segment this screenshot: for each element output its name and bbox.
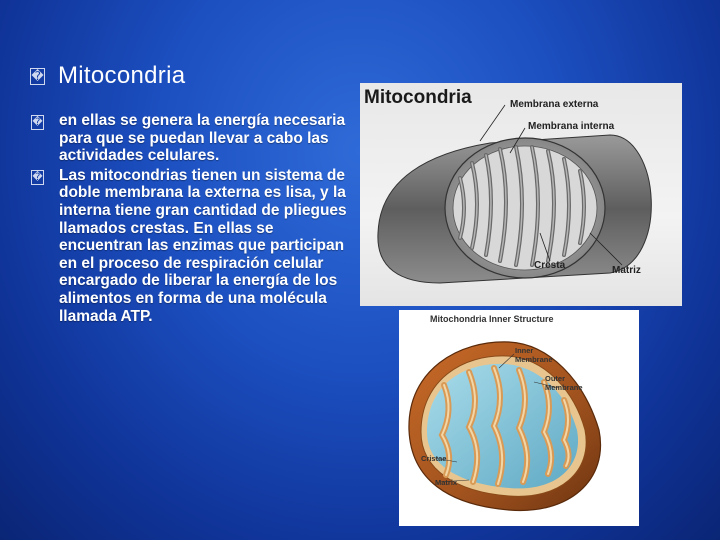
label-inner-membrane: Inner Membrane xyxy=(515,346,553,364)
title-bullet-icon: � xyxy=(31,68,44,83)
label-outer-membrane: Outer Membrane xyxy=(545,374,583,392)
mitochondria-grey-figure xyxy=(360,83,682,306)
bullet-list xyxy=(31,112,351,327)
bullet-icon: � xyxy=(32,171,43,183)
label-cristae: Cristae xyxy=(421,454,447,463)
mitochondria-color-figure xyxy=(399,310,639,526)
label-membrana-externa: Membrana externa xyxy=(510,99,599,110)
slide-title: Mitocondria xyxy=(58,62,186,89)
bullet-item xyxy=(31,167,351,325)
bullet-text: Las mitocondrias tienen un sistema de doble membrana la externa es lisa, y la interna tiene gran cantidad de pliegues llamados crestas. En ellas se encuentran las enzimas que participan en el proceso de respiración celular encargado de liberar la energía de los alimentos en forma de una molécula llamada ATP. xyxy=(59,166,347,325)
bullet-icon: � xyxy=(32,117,43,128)
label-cresta: Cresta xyxy=(534,260,566,271)
figure-title: Mitochondria Inner Structure xyxy=(430,314,554,324)
label-membrana-interna: Membrana interna xyxy=(528,121,615,132)
label-matriz: Matriz xyxy=(612,265,641,276)
figure-title: Mitocondria xyxy=(364,87,472,108)
label-matrix: Matrix xyxy=(435,478,458,487)
bullet-item xyxy=(31,112,351,165)
mitochondria-color-illustration xyxy=(399,310,639,526)
slide-title-row xyxy=(30,62,185,90)
bullet-text: en ellas se genera la energía necesaria para que se puedan llevar a cabo las actividades celulares. xyxy=(59,112,346,165)
